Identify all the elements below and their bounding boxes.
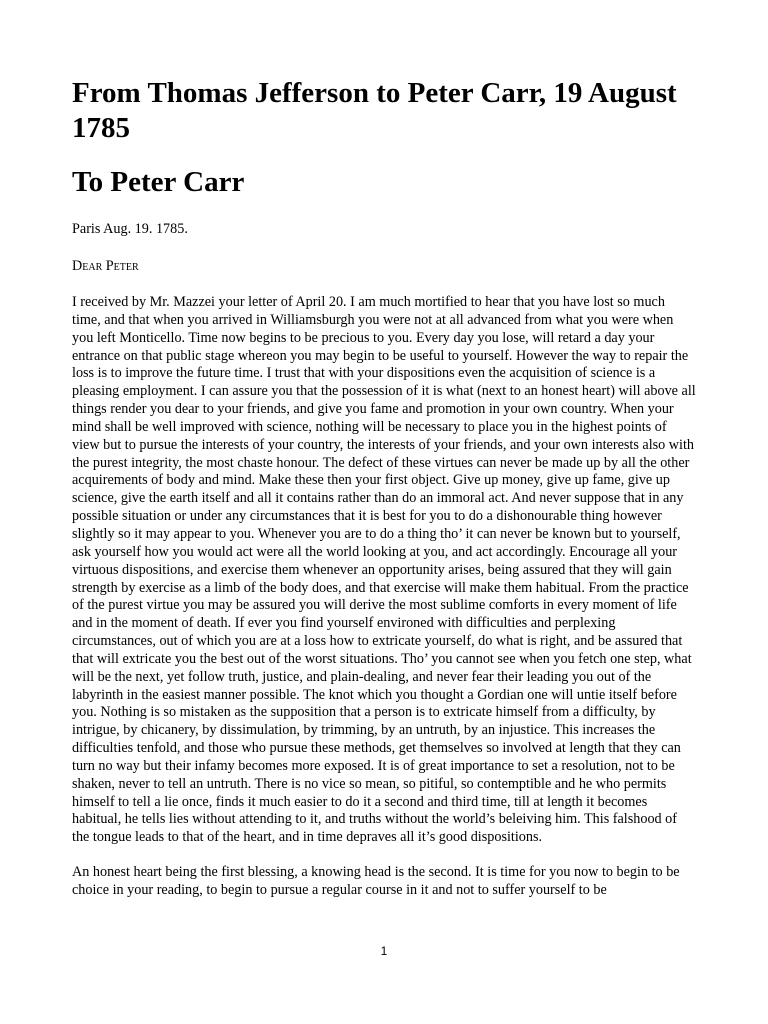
- dateline: Paris Aug. 19. 1785.: [72, 221, 188, 237]
- body-paragraph: An honest heart being the first blessing, a knowing head is the second. It is time for you now to begin to be choice in your reading, to begin to pursue a regular course in it and not to suffer yourself to be: [72, 864, 680, 898]
- body-paragraph: I received by Mr. Mazzei your letter of April 20. I am much mortified to hear that you have lost so much time, and that when you arrived in Williamsburgh you were not at all advanced from what you were when you left Monticello. Time now begins to be precious to you. Every day you lose, will retard a day your entrance on that public stage whereon you may begin to be useful to yourself. However the way to repair the loss is to improve the future time. I trust that with your dispositions even the acquisition of science is a pleasing employment. I can assure you that the possession of it is what (next to an honest heart) will above all things render you dear to your friends, and give you fame and promotion in your own country. When your mind shall be well improved with science, nothing will be necessary to place you in the highest points of view but to pursue the interests of your country, the interests of your friends, and your own interests also with the purest integrity, the most chaste honour. The defect of these virtues can never be made up by all the other acquirements of body and mind. Make these then your first object. Give up money, give up fame, give up science, give the earth itself and all it contains rather than do an immoral act. And never suppose that in any possible situation or under any circumstances that it is best for you to do a dishonourable thing however slightly so it may appear to you. Whenever you are to do a thing tho’ it can never be known but to yourself, ask yourself how you would act were all the world looking at you, and act accordingly. Encourage all your virtuous dispositions, and exercise them whenever an opportunity arises, being assured that they will gain strength by exercise as a limb of the body does, and that exercise will make them habitual. From the practice of the purest virtue you may be assured you will derive the most sublime comforts in every moment of life and in the moment of death. If ever you find yourself environed with difficulties and perplexing circumstances, out of which you are at a loss how to extricate yourself, do what is right, and be assured that that will extricate you the best out of the worst situations. Tho’ you cannot see when you fetch one step, what will be the next, yet follow truth, justice, and plain-dealing, and never fear their leading you out of the labyrinth in the easiest manner possible. The knot which you thought a Gordian one will untie itself before you. Nothing is so mistaken as the supposition that a person is to extricate himself from a difficulty, by intrigue, by chicanery, by dissimulation, by trimming, by an untruth, by an injustice. This increases the difficulties tenfold, and those who pursue these methods, get themselves so involved at length that they can turn no way but their infamy becomes more exposed. It is of great importance to set a resolution, not to be shaken, never to tell an untruth. There is no vice so mean, so pitiful, so contemptible and he who permits himself to tell a lie once, finds it much easier to do it a second and third time, till at length it becomes habitual, he tells lies without attending to it, and truths without the world’s beleiving him. This falshood of the tongue leads to that of the heart, and in time depraves all it’s good dispositions.: [72, 294, 696, 846]
- recipient-heading: To Peter Carr: [72, 166, 245, 198]
- document-page: [72, 76, 696, 900]
- salutation: Dear Peter: [72, 258, 139, 274]
- document-title: From Thomas Jefferson to Peter Carr, 19 August 1785: [72, 77, 677, 144]
- page-number: 1: [380, 944, 388, 958]
